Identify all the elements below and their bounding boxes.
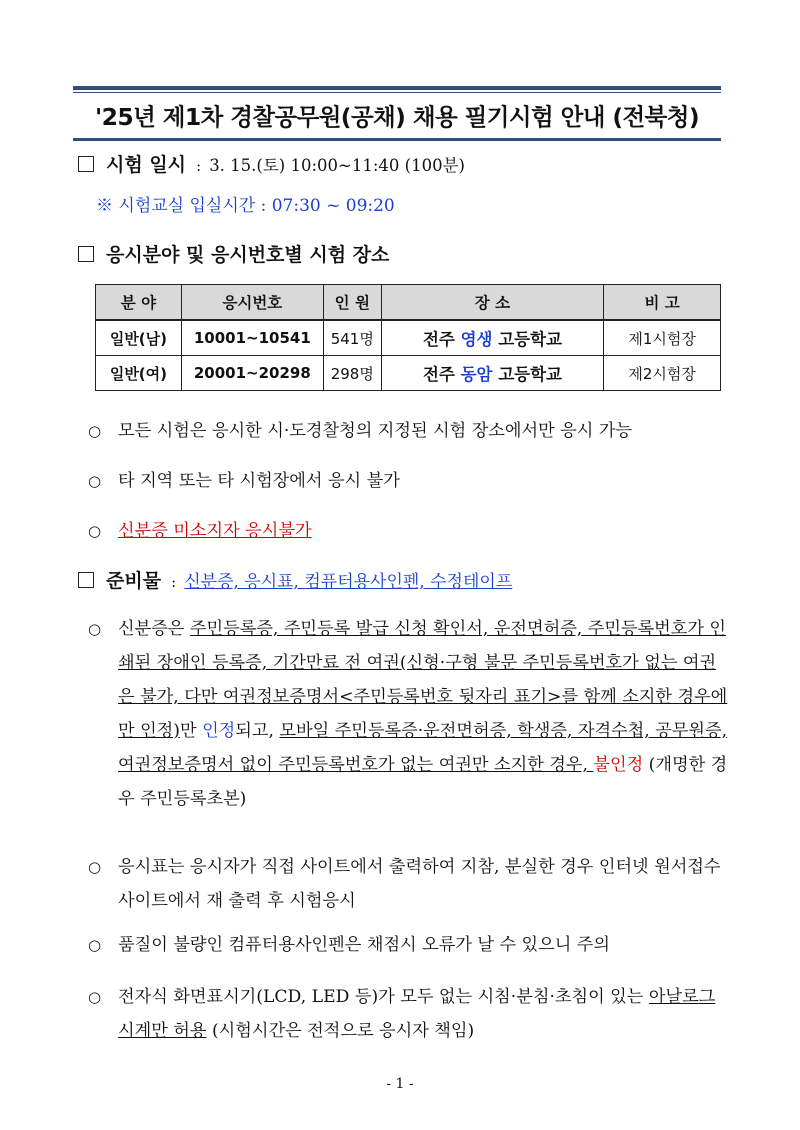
venue-table-header-row [96,285,721,321]
cell-count: 541명 [323,320,381,356]
place-highlight: 영생 [460,330,493,349]
table-row [96,320,721,356]
bullet-circle-icon: ○ [88,858,102,876]
id-note [88,612,728,842]
venue-table [95,284,721,391]
place-prefix: 전주 [422,365,461,384]
pen-note-text: 품질이 불량인 컴퓨터용사인펜은 채점시 오류가 날 수 있으니 주의 [118,935,610,955]
id-note-part: (개명한 경우 주민등록초본) [118,755,728,809]
place-suffix: 고등학교 [492,330,562,349]
page-number: - 1 - [386,1076,414,1092]
col-header-place: 장 소 [381,285,604,321]
bullet-circle-icon: ○ [88,472,102,490]
cell-field: 일반(남) [96,320,182,356]
supplies-items: 신분증, 응시표, 컴퓨터용사인펜, 수정테이프 [184,572,513,592]
cell-place [381,356,604,391]
entry-time-note: ※ 시험교실 입실시간 : 07:30 ~ 09:20 [96,196,395,216]
note-text: 타 지역 또는 타 시험장에서 응시 불가 [118,471,400,491]
document-title: '25년 제1차 경찰공무원(공채) 채용 필기시험 안내 (전북청) [94,103,700,131]
cell-count: 298명 [323,356,381,391]
checkbox-square-icon [78,246,94,262]
cell-number: 10001~10541 [181,320,323,356]
supplies-separator: : [171,573,177,591]
col-header-field: 분 야 [96,285,182,321]
cell-remark: 제1시험장 [604,320,721,356]
id-note-part: 만 [179,721,203,741]
schedule-separator: : [196,157,202,175]
id-note-accepted-list: 주민등록증, 주민등록 발급 신청 확인서, 운전면허증, 주민등록번호가 인쇄된 장애인 등록증, 기간만료 전 여권(신형·구형 불문 주민등록번호가 없는 여권은 불가, 다만 여권정보증명서<주민등록번호 뒷자리 표기>를 함께 소지한 경우에만 인정) [118,619,728,741]
schedule-time: 3. 15.(토) 10:00~11:40 (100분) [209,156,465,175]
id-note-text [118,612,728,816]
cell-field: 일반(여) [96,356,182,391]
watch-note-part: 전자식 화면표시기(LCD, LED 등)가 모두 없는 시침·분침·초침이 있는 [118,987,649,1007]
supplies-heading: 준비물 [106,570,162,592]
bullet-circle-icon: ○ [88,422,102,440]
cell-number: 20001~20298 [181,356,323,391]
bullet-circle-icon: ○ [88,522,102,540]
cell-remark: 제2시험장 [604,356,721,391]
note-text: 모든 시험은 응시한 시·도경찰청의 지정된 시험 장소에서만 응시 가능 [118,421,633,441]
bullet-circle-icon: ○ [88,620,102,638]
bullet-circle-icon: ○ [88,936,102,954]
cell-place [381,320,604,356]
id-note-rejected: 불인정 [593,755,644,775]
watch-note-part: (시험시간은 전적으로 응시자 책임) [206,1021,475,1041]
schedule-heading: 시험 일시 [106,154,187,176]
watch-note-text [118,980,728,1048]
section-supplies [78,566,512,593]
place-prefix: 전주 [422,330,461,349]
bullet-circle-icon: ○ [88,988,102,1006]
section-venue [78,240,389,267]
col-header-remark: 비 고 [604,285,721,321]
ticket-note-text: 응시표는 응시자가 직접 사이트에서 출력하여 지참, 분실한 경우 인터넷 원서접수사이트에서 재 출력 후 시험응시 [118,857,721,911]
title-rule-top [73,86,721,90]
place-suffix: 고등학교 [492,365,562,384]
id-note-part: 되고, [235,721,280,741]
id-note-accepted: 인정 [202,721,236,741]
title-block [73,86,721,141]
title-rule-bottom [73,138,721,141]
watch-note-analog-only: 아날로그 시계만 허용 [118,987,716,1041]
table-row [96,356,721,391]
venue-heading: 응시분야 및 응시번호별 시험 장소 [106,244,390,266]
col-header-number: 응시번호 [181,285,323,321]
id-note-part: 신분증은 [118,619,190,639]
id-note-rejected-list: 모바일 주민등록증·운전면허증, 학생증, 자격수첩, 공무원증, 여권정보증명서 없이 주민등록번호가 없는 여권만 소지한 경우, [118,721,728,775]
note-text-warning: 신분증 미소지자 응시불가 [118,521,312,541]
checkbox-square-icon [78,572,94,588]
section-schedule [78,150,465,177]
checkbox-square-icon [78,156,94,172]
place-highlight: 동암 [460,365,493,384]
col-header-count: 인 원 [323,285,381,321]
